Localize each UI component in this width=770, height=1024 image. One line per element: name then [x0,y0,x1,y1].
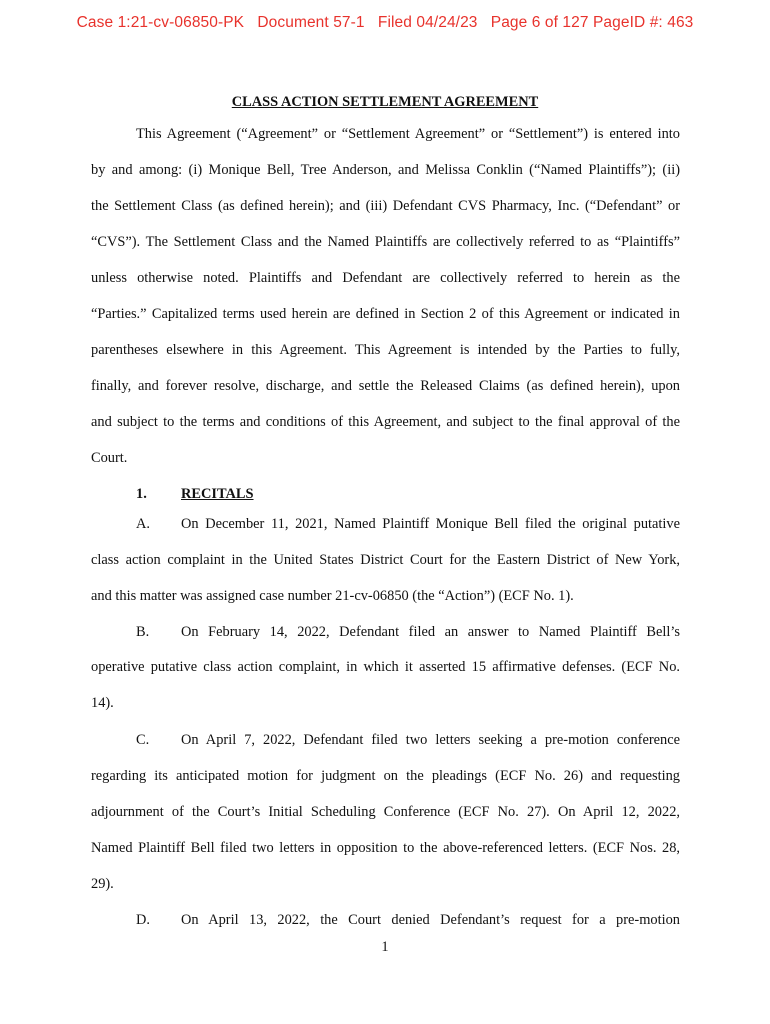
filing-header [0,14,770,32]
intro-line: and subject to the terms and conditions of this Agreement, and subject to the final approval of the [91,414,680,430]
recital-label: B. [136,624,150,640]
document-title: CLASS ACTION SETTLEMENT AGREEMENT [231,94,539,110]
intro-line: “CVS”). The Settlement Class and the Named Plaintiffs are collectively referred to as “Plaintiffs” [91,234,680,250]
recital-line: regarding its anticipated motion for judgment on the pleadings (ECF No. 26) and requesting [91,768,680,784]
intro-line: the Settlement Class (as defined herein); and (iii) Defendant CVS Pharmacy, Inc. (“Defendant” or [91,198,680,214]
document-number: Document 57-1 [257,14,365,31]
page-info: Page 6 of 127 PageID #: 463 [490,14,694,31]
section-heading: RECITALS [181,486,254,502]
intro-line: unless otherwise noted. Plaintiffs and Defendant are collectively referred to herein as the [91,270,680,286]
recital-line: On April 7, 2022, Defendant filed two letters seeking a pre-motion conference [181,732,680,748]
recital-line: operative putative class action complaint, in which it asserted 15 affirmative defenses. (ECF No. [91,659,680,675]
recital-label: D. [136,912,150,928]
intro-line: “Parties.” Capitalized terms used herein are defined in Section 2 of this Agreement or indicated in [91,306,680,322]
recital-line: Named Plaintiff Bell filed two letters in opposition to the above-referenced letters. (ECF Nos. 28, [91,840,680,856]
recital-label: C. [136,732,150,748]
recital-line: On February 14, 2022, Defendant filed an answer to Named Plaintiff Bell’s [181,624,680,640]
recital-line: 14). [91,695,114,711]
intro-line: This Agreement (“Agreement” or “Settlement Agreement” or “Settlement”) is entered into [136,126,680,142]
page-number: 1 [381,939,389,955]
recital-label: A. [136,516,150,532]
case-number: Case 1:21-cv-06850-PK [76,14,245,31]
intro-line: by and among: (i) Monique Bell, Tree Anderson, and Melissa Conklin (“Named Plaintiffs”); (ii) [91,162,680,178]
intro-line: parentheses elsewhere in this Agreement. This Agreement is intended by the Parties to fully, [91,342,680,358]
intro-line: finally, and forever resolve, discharge, and settle the Released Claims (as defined herein), upon [91,378,680,394]
recital-line: On April 13, 2022, the Court denied Defendant’s request for a pre-motion [181,912,680,928]
recital-line: On December 11, 2021, Named Plaintiff Monique Bell filed the original putative [181,516,680,532]
filed-date: Filed 04/24/23 [377,14,478,31]
recital-line: and this matter was assigned case number 21-cv-06850 (the “Action”) (ECF No. 1). [91,588,574,604]
intro-line: Court. [91,450,128,466]
recital-line: adjournment of the Court’s Initial Scheduling Conference (ECF No. 27). On April 12, 2022, [91,804,680,820]
recital-line: class action complaint in the United States District Court for the Eastern District of New York, [91,552,680,568]
recital-line: 29). [91,876,114,892]
section-number: 1. [136,486,147,502]
